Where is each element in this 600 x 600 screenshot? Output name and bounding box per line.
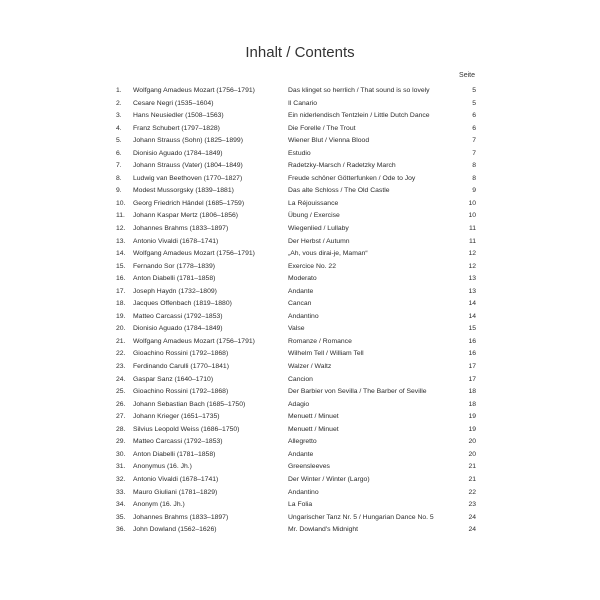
entry-number: 27. [116,413,126,421]
toc-entry [116,348,476,361]
entry-composer: Wolfgang Amadeus Mozart (1756–1791) [133,87,255,94]
entry-number: 22. [116,350,126,358]
entry-composer: Gioachino Rossini (1792–1868) [133,350,229,358]
toc-entry [116,185,476,198]
entry-page-number: 15 [468,325,476,333]
entry-piece: Ungarischer Tanz Nr. 5 / Hungarian Dance No. 5 [288,513,434,521]
entry-number: 19. [116,312,126,320]
entry-piece: La Réjouissance [288,199,339,207]
entry-composer: Joseph Haydn (1732–1809) [133,287,217,295]
entry-page-number: 11 [468,225,476,233]
entry-page-number: 12 [468,262,476,270]
entry-page-number: 8 [472,162,476,170]
toc-entry [116,374,476,387]
entry-piece: La Folia [288,501,313,509]
entry-page-number: 23 [468,501,476,509]
entry-page-number: 20 [468,438,476,446]
toc-entry [116,273,476,286]
entry-number: 33. [116,488,126,496]
toc-entry [116,399,476,412]
entry-piece: Exercice No. 22 [288,262,336,270]
table-of-contents [116,85,476,537]
entry-number: 11. [116,212,125,220]
entry-page-number: 13 [468,275,476,283]
entry-composer: Wolfgang Amadeus Mozart (1756–1791) [133,337,255,345]
entry-piece: Der Herbst / Autumn [288,237,350,245]
entry-composer: Anonymus (16. Jh.) [133,463,192,471]
entry-number: 18. [116,300,126,308]
toc-entry [116,173,476,186]
entry-composer: Anton Diabelli (1781–1858) [133,450,216,458]
entry-page-number: 11 [468,237,476,245]
toc-entry [116,436,476,449]
entry-piece: Moderato [288,275,317,283]
entry-piece: Walzer / Waltz [288,363,332,371]
entry-number: 21. [116,337,126,345]
entry-number: 3. [116,112,122,120]
toc-entry [116,210,476,223]
entry-number: 7. [116,162,122,170]
entry-page-number: 17 [468,375,476,383]
entry-piece: Der Winter / Winter (Largo) [288,475,370,483]
entry-number: 4. [116,124,122,132]
entry-piece: Das alte Schloss / The Old Castle [288,187,390,195]
entry-piece: Wiener Blut / Vienna Blood [288,137,370,145]
entry-page-number: 16 [468,350,476,358]
entry-page-number: 18 [468,388,476,396]
entry-piece: Adagio [288,400,310,408]
toc-entry [116,386,476,399]
entry-page-number: 13 [468,287,476,295]
entry-composer: Matteo Carcassi (1792–1853) [133,312,223,320]
entry-page-number: 10 [468,212,476,220]
entry-composer: Georg Friedrich Händel (1685–1759) [133,199,245,207]
entry-number: 6. [116,149,122,157]
entry-page-number: 19 [468,425,476,433]
entry-page-number: 20 [468,450,476,458]
entry-composer: Anonym (16. Jh.) [133,501,185,509]
toc-entry [116,236,476,249]
entry-number: 30. [116,450,126,458]
entry-piece: Cancan [288,300,312,308]
entry-page-number: 7 [472,137,476,145]
toc-entry [116,336,476,349]
entry-page-number: 19 [468,413,476,421]
entry-number: 8. [116,174,122,182]
entry-piece: Wiegenlied / Lullaby [288,225,349,233]
entry-piece: Andantino [288,488,319,496]
entry-piece: Estudio [288,149,311,157]
entry-page-number: 6 [472,124,476,132]
entry-piece: Wilhelm Tell / William Tell [288,350,364,358]
entry-composer: Johann Strauss (Vater) (1804–1849) [133,162,243,170]
entry-number: 14. [116,250,126,258]
entry-number: 16. [116,275,126,283]
entry-piece: Il Canario [288,99,318,107]
entry-piece: Menuett / Minuet [288,425,339,433]
page-column-header: Seite [459,72,475,79]
toc-entry [116,248,476,261]
entry-piece: Mr. Dowland's Midnight [288,526,359,534]
toc-entry [116,286,476,299]
entry-number: 15. [116,262,126,270]
entry-piece: Romanze / Romance [288,337,352,345]
entry-composer: Ferdinando Carulli (1770–1841) [133,363,229,371]
entry-composer: Johannes Brahms (1833–1897) [133,513,229,521]
entry-piece: Andante [288,450,314,458]
entry-composer: Johann Sebastian Bach (1685–1750) [133,400,246,408]
toc-entry [116,323,476,336]
entry-page-number: 21 [468,463,476,471]
entry-page-number: 7 [472,149,476,157]
toc-entry [116,123,476,136]
entry-page-number: 5 [472,87,476,94]
entry-piece: Das klinget so herrlich / That sound is so lovely [288,87,430,94]
entry-composer: Mauro Giuliani (1781–1829) [133,488,218,496]
entry-composer: Johann Kaspar Mertz (1806–1856) [133,212,239,220]
entry-number: 13. [116,237,126,245]
entry-number: 2. [116,99,122,107]
entry-number: 34. [116,501,126,509]
entry-piece: Übung / Exercise [288,212,340,220]
toc-entry [116,487,476,500]
entry-page-number: 17 [468,363,476,371]
entry-composer: Hans Neusiedler (1508–1563) [133,112,224,120]
entry-number: 32. [116,475,126,483]
entry-composer: Antonio Vivaldi (1678–1741) [133,475,219,483]
entry-piece: Menuett / Minuet [288,413,339,421]
entry-page-number: 14 [468,300,476,308]
entry-number: 1. [116,87,122,94]
entry-piece: Freude schöner Götterfunken / Ode to Joy [288,174,416,182]
entry-number: 25. [116,388,126,396]
entry-page-number: 9 [472,187,476,195]
toc-entry [116,311,476,324]
entry-composer: Anton Diabelli (1781–1858) [133,275,216,283]
toc-entry [116,298,476,311]
entry-page-number: 24 [468,513,476,521]
entry-page-number: 21 [468,475,476,483]
toc-entry [116,474,476,487]
entry-number: 35. [116,513,126,521]
page-title: Inhalt / Contents [245,44,355,61]
entry-number: 9. [116,187,122,195]
entry-number: 26. [116,400,126,408]
toc-entry [116,524,476,537]
entry-number: 10. [116,199,126,207]
entry-number: 31. [116,463,126,471]
entry-piece: Allegretto [288,438,317,446]
entry-piece: Greensleeves [288,463,330,471]
entry-page-number: 6 [472,112,476,120]
toc-entry [116,223,476,236]
toc-entry [116,449,476,462]
entry-number: 24. [116,375,126,383]
entry-composer: Johann Krieger (1651–1735) [133,413,220,421]
entry-page-number: 22 [468,488,476,496]
toc-entry [116,160,476,173]
entry-page-number: 10 [468,199,476,207]
toc-entry [116,135,476,148]
entry-composer: Wolfgang Amadeus Mozart (1756–1791) [133,250,255,258]
toc-entry [116,85,476,98]
entry-composer: Antonio Vivaldi (1678–1741) [133,237,219,245]
toc-entry [116,411,476,424]
entry-piece: „Ah, vous dirai-je, Maman“ [288,250,368,258]
toc-entry [116,198,476,211]
entry-page-number: 16 [468,337,476,345]
entry-composer: Dionisio Aguado (1784–1849) [133,325,223,333]
entry-composer: Fernando Sor (1778–1839) [133,262,215,270]
entry-page-number: 12 [468,250,476,258]
entry-composer: Jacques Offenbach (1819–1880) [133,300,232,308]
entry-number: 5. [116,137,122,145]
entry-piece: Ein niderlendisch Tentzlein / Little Dutch Dance [288,112,430,120]
entry-composer: Gioachino Rossini (1792–1868) [133,388,229,396]
toc-entry [116,110,476,123]
toc-entry [116,98,476,111]
entry-composer: Matteo Carcassi (1792–1853) [133,438,223,446]
entry-piece: Der Barbier von Sevilla / The Barber of Seville [288,388,427,396]
entry-composer: Modest Mussorgsky (1839–1881) [133,187,234,195]
entry-piece: Radetzky-Marsch / Radetzky March [288,162,396,170]
entry-page-number: 5 [472,99,476,107]
entry-page-number: 24 [468,526,476,534]
toc-entry [116,512,476,525]
entry-piece: Andante [288,287,314,295]
entry-number: 28. [116,425,126,433]
entry-composer: Silvius Leopold Weiss (1686–1750) [133,425,240,433]
entry-piece: Die Forelle / The Trout [288,124,356,132]
entry-page-number: 18 [468,400,476,408]
entry-number: 29. [116,438,126,446]
entry-piece: Valse [288,325,305,333]
entry-piece: Andantino [288,312,319,320]
entry-composer: Ludwig van Beethoven (1770–1827) [133,174,243,182]
entry-composer: Gaspar Sanz (1640–1710) [133,375,214,383]
toc-entry [116,499,476,512]
entry-piece: Cancion [288,375,313,383]
toc-entry [116,424,476,437]
entry-number: 17. [116,287,126,295]
entry-number: 23. [116,363,126,371]
entry-number: 36. [116,526,126,534]
entry-composer: Johann Strauss (Sohn) (1825–1899) [133,137,243,145]
entry-page-number: 8 [472,174,476,182]
entry-number: 12. [116,225,126,233]
toc-entry [116,261,476,274]
entry-composer: Cesare Negri (1535–1604) [133,99,214,107]
toc-entry [116,148,476,161]
entry-composer: Johannes Brahms (1833–1897) [133,225,229,233]
entry-composer: John Dowland (1562–1626) [133,526,217,534]
entry-composer: Franz Schubert (1797–1828) [133,124,220,132]
toc-entry [116,361,476,374]
entry-composer: Dionisio Aguado (1784–1849) [133,149,223,157]
toc-entry [116,461,476,474]
entry-number: 20. [116,325,126,333]
entry-page-number: 14 [468,312,476,320]
